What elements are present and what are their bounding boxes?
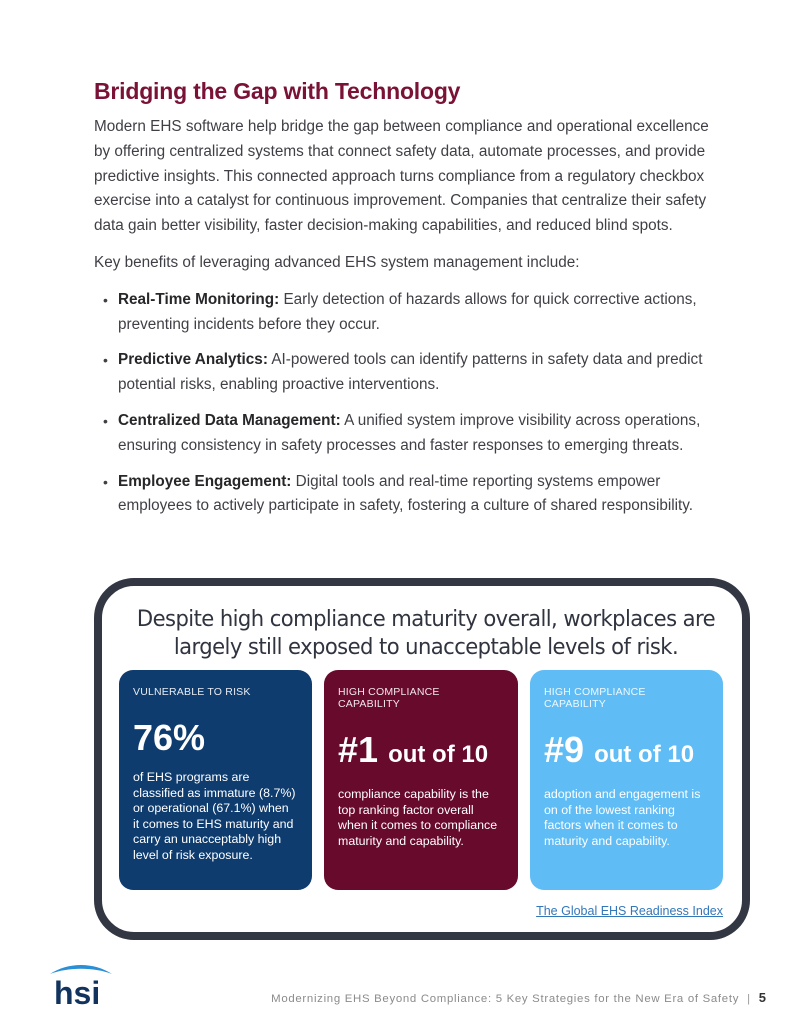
headline-line: largely still exposed to unacceptable levels of risk. [173, 635, 679, 660]
card-label: VULNERABLE TO RISK [133, 686, 251, 698]
footer-separator: | [747, 993, 751, 1005]
stat-suffix: out of 10 [388, 741, 489, 768]
hsi-logo [48, 962, 114, 1008]
bullet-icon: • [103, 473, 108, 490]
section-heading: Bridging the Gap with Technology [94, 78, 461, 104]
bullet-icon: • [103, 352, 108, 369]
card-description: adoption and engagement is on of the lowest ranking factors when it comes to maturity and capability. [544, 787, 701, 848]
intro-paragraph: Modern EHS software help bridge the gap between compliance and operational excellence by offering centralized systems that connect safety data, automate processes, and provide predictive insights. This connected approach turns compliance from a regulatory checkbox exercise into a catalyst for continuous improvement. Companies that centralize their safety data gain better visibility, faster decision-making capabilities, and reduced blind spots. [94, 118, 709, 235]
benefit-title: Predictive Analytics: [118, 351, 268, 369]
benefit-text: Digital tools and real-time reporting systems empower employees to actively participate in safety, fostering a culture of shared responsibility. [118, 472, 694, 515]
callout-headline [123, 606, 730, 662]
card-description: compliance capability is the top ranking factor overall when it comes to compliance maturity and capability. [338, 787, 498, 848]
list-item [94, 409, 714, 459]
card-stat [338, 728, 504, 777]
stat-suffix: out of 10 [594, 741, 695, 768]
stat-card-engagement [530, 670, 723, 890]
stat-value: #1 [338, 729, 379, 770]
logo-wordmark: hsi [54, 975, 101, 1008]
benefit-title: Employee Engagement: [118, 472, 292, 490]
benefit-text: Early detection of hazards allows for quick corrective actions, preventing incidents before they occur. [118, 290, 697, 333]
card-label: HIGH COMPLIANCE CAPABILITY [338, 686, 440, 710]
source-link[interactable]: The Global EHS Readiness Index [536, 904, 723, 918]
benefit-title: Real-Time Monitoring: [118, 290, 280, 308]
list-item [94, 348, 714, 398]
card-description: of EHS programs are classified as immature (8.7%) or operational (67.1%) when it comes to EHS maturity and carry an unacceptably high level of risk exposure. [133, 770, 296, 862]
benefit-title: Centralized Data Management: [118, 411, 341, 429]
bullet-icon: • [103, 412, 108, 429]
benefits-list [94, 288, 714, 519]
list-item [94, 288, 714, 338]
stat-value: #9 [544, 729, 585, 770]
benefits-lead-in: Key benefits of leveraging advanced EHS system management include: [94, 253, 580, 271]
benefit-text: AI-powered tools can identify patterns in safety data and predict potential risks, enabling proactive interventions. [118, 351, 703, 394]
stat-card-compliance-top [324, 670, 518, 890]
page-number: 5 [758, 990, 766, 1005]
headline-line: Despite high compliance maturity overall, workplaces are [136, 607, 716, 632]
page-footer [270, 990, 766, 1005]
card-stat [544, 728, 709, 777]
main-content [94, 78, 714, 530]
bullet-icon: • [103, 291, 108, 308]
benefit-text: A unified system improve visibility across operations, ensuring consistency in safety processes and faster responses to emerging threats. [118, 411, 701, 454]
card-label: HIGH COMPLIANCE CAPABILITY [544, 686, 646, 710]
list-item [94, 470, 714, 520]
document-title: Modernizing EHS Beyond Compliance: 5 Key Strategies for the New Era of Safety [271, 993, 740, 1005]
stat-card-vulnerable [119, 670, 312, 890]
stat-value: 76% [133, 717, 206, 758]
card-stat [133, 716, 298, 760]
